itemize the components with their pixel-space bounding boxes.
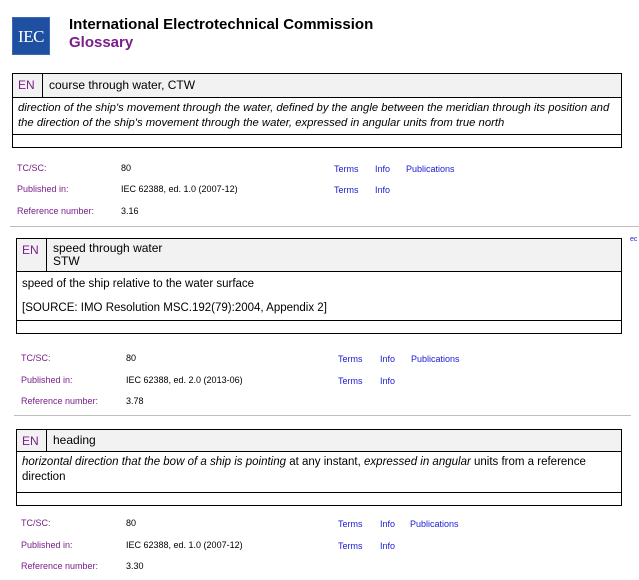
logo-text: IEC [18,27,44,46]
definition-segment: at any instant, [286,456,365,468]
language-code: EN [17,430,47,451]
glossary-entry [16,238,622,334]
terms-link[interactable]: Terms [338,376,363,386]
term-name [47,430,621,451]
reference-label: Reference number: [21,561,99,571]
entry-notes [17,320,621,333]
definition-segment: horizontal direction that the bow of a ship is pointing [22,456,287,468]
entry-divider [14,415,631,416]
entry-divider [10,226,639,227]
terms-link[interactable]: Terms [334,164,359,174]
reference-value: 3.16 [121,206,139,216]
term-definition: direction of the ship's movement through the water, defined by the angle between the meridian through its position and the direction of the ship's movement through the water, expressed in angular units from true north [18,102,610,129]
language-code: EN [17,239,47,271]
tcsc-value: 80 [121,163,132,173]
term-text: course through water, CTW [49,78,196,92]
terms-link[interactable]: Terms [338,354,363,364]
entry-notes [17,492,621,505]
clipped-text-fragment: ec [630,236,638,243]
tcsc-label: TC/SC: [21,518,51,528]
page-title: Glossary [69,34,134,51]
glossary-entry [12,73,622,148]
tcsc-value: 80 [126,518,137,528]
term-text: heading [53,433,96,447]
published-value: IEC 62388, ed. 1.0 (2007-12) [121,184,238,194]
reference-value: 3.78 [126,396,144,406]
published-label: Published in: [21,375,73,385]
published-value: IEC 62388, ed. 1.0 (2007-12) [126,540,243,550]
info-link[interactable]: Info [380,354,396,364]
published-value: IEC 62388, ed. 2.0 (2013-06) [126,375,243,385]
published-label: Published in: [17,184,69,194]
publications-link[interactable]: Publications [406,164,455,174]
publications-link[interactable]: Publications [411,354,460,364]
definition-segment: expressed in angular [364,456,471,468]
entry-notes [13,134,621,147]
iec-logo [12,17,50,55]
terms-link[interactable]: Terms [338,519,363,529]
info-link[interactable]: Info [380,519,396,529]
entry-header [17,239,621,272]
entry-header [13,74,621,98]
info-link[interactable]: Info [375,185,391,195]
term-text: speed through water [53,241,163,255]
glossary-entry [16,429,622,506]
tcsc-value: 80 [126,353,137,363]
tcsc-label: TC/SC: [21,353,51,363]
tcsc-label: TC/SC: [17,163,47,173]
term-source: [SOURCE: IMO Resolution MSC.192(79):2004, Appendix 2] [22,302,327,314]
info-link[interactable]: Info [375,164,391,174]
entry-header [17,430,621,452]
reference-label: Reference number: [21,396,99,406]
info-link[interactable]: Info [380,376,396,386]
definition-segment: units from a reference direction [22,456,586,483]
published-label: Published in: [21,540,73,550]
terms-link[interactable]: Terms [334,185,359,195]
term-name [43,74,621,97]
info-link[interactable]: Info [380,541,396,551]
term-definition: speed of the ship relative to the water surface [22,278,255,290]
term-abbreviation: STW [53,254,80,268]
reference-label: Reference number: [17,206,95,216]
language-code: EN [13,74,43,97]
reference-value: 3.30 [126,561,144,571]
publications-link[interactable]: Publications [410,519,459,529]
organization-title: International Electrotechnical Commission [69,16,374,33]
term-name [47,239,621,271]
term-definition [17,452,621,492]
terms-link[interactable]: Terms [338,541,363,551]
